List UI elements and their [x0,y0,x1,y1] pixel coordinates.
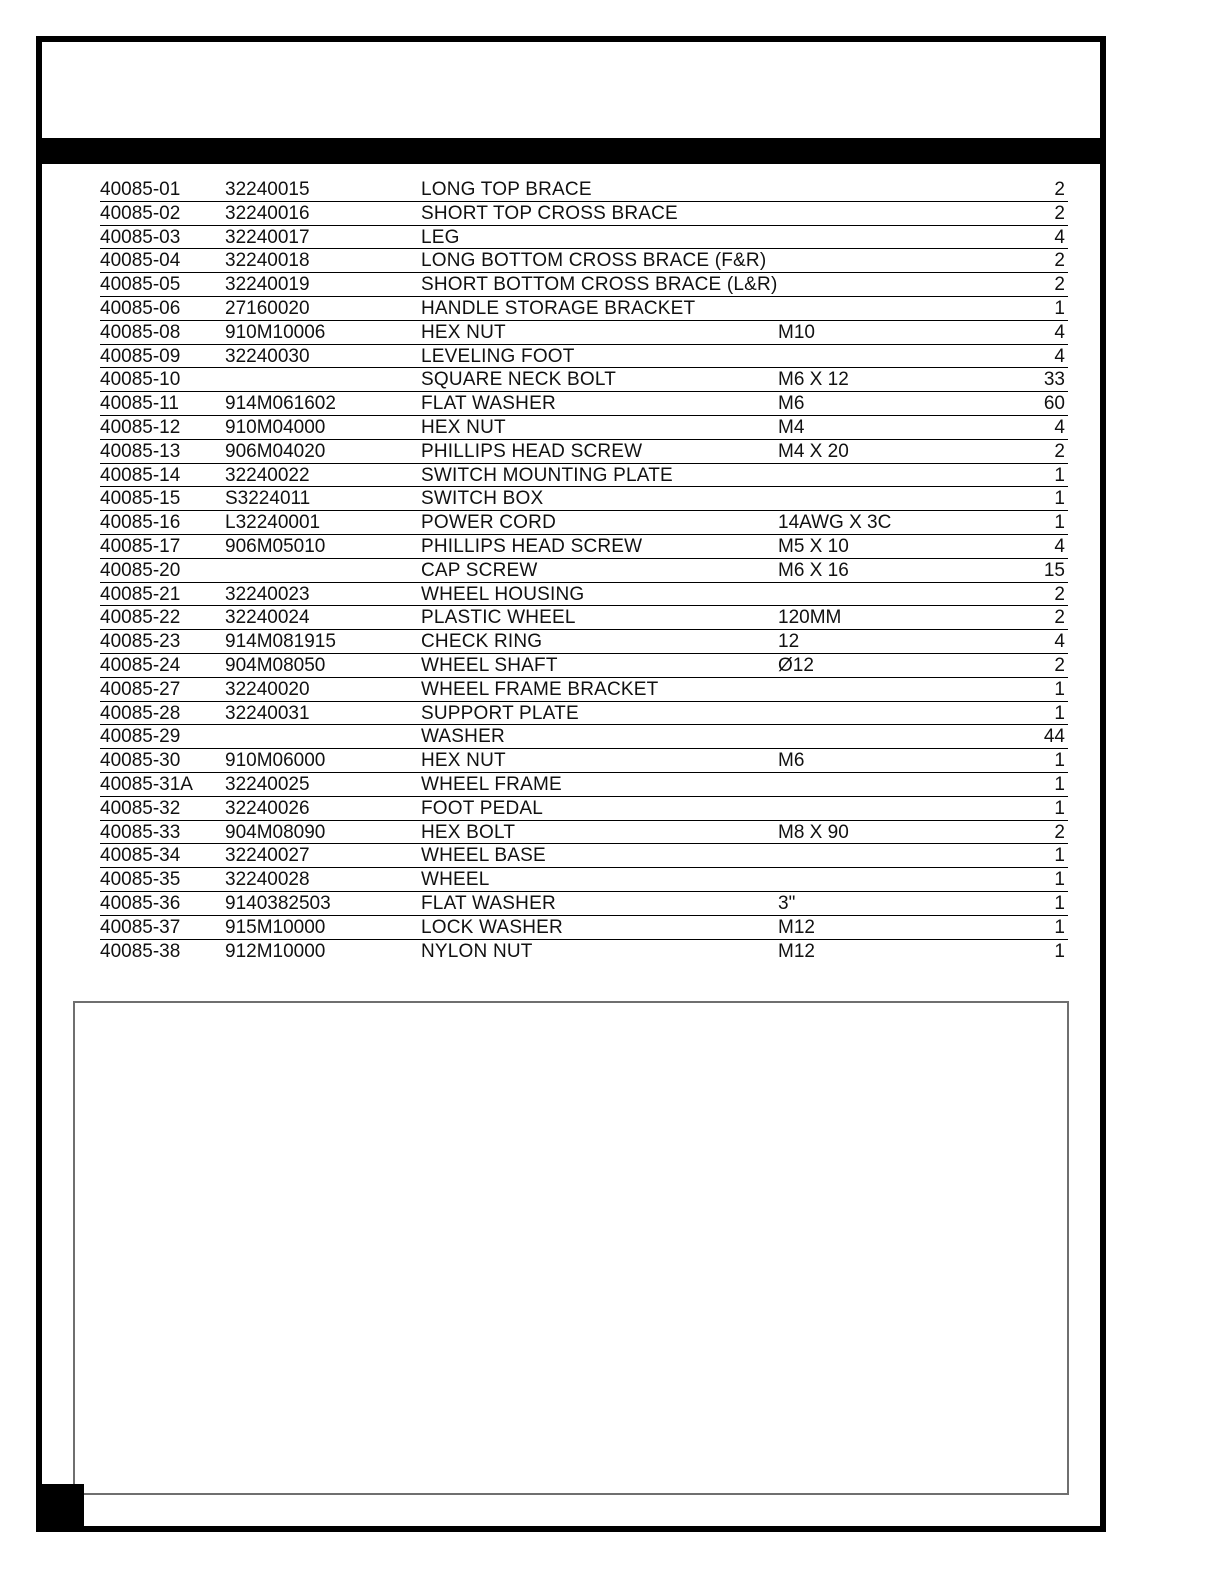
part-key-number: 40085-16 [100,512,181,534]
part-description: WHEEL SHAFT [421,654,558,676]
part-number: 910M06000 [225,750,326,772]
parts-row [100,392,1068,416]
parts-row [100,273,1068,297]
part-number: 912M10000 [225,940,326,962]
part-key-number: 40085-20 [100,559,181,581]
part-specification: M10 [778,321,815,343]
part-description: HEX NUT [421,750,506,772]
parts-row [100,583,1068,607]
parts-row [100,297,1068,321]
parts-row [100,487,1068,511]
part-description: SHORT BOTTOM CROSS BRACE (L&R) [421,274,778,296]
part-key-number: 40085-21 [100,583,181,605]
part-key-number: 40085-37 [100,916,181,938]
part-number: 915M10000 [225,916,326,938]
part-quantity: 1 [1054,892,1065,914]
parts-row [100,416,1068,440]
part-quantity: 1 [1054,773,1065,795]
part-specification: M5 X 10 [778,535,849,557]
part-specification: M4 X 20 [778,440,849,462]
part-number: 32240023 [225,583,310,605]
parts-row [100,844,1068,868]
part-description: CHECK RING [421,631,543,653]
part-description: POWER CORD [421,512,556,534]
part-key-number: 40085-05 [100,274,181,296]
part-number: 32240016 [225,202,310,224]
part-quantity: 1 [1054,512,1065,534]
part-description: SQUARE NECK BOLT [421,369,616,391]
parts-row [100,749,1068,773]
part-key-number: 40085-31A [100,773,193,795]
parts-row [100,464,1068,488]
part-quantity: 1 [1054,488,1065,510]
part-specification: M8 X 90 [778,821,849,843]
part-specification: M6 [778,393,805,415]
parts-row [100,916,1068,940]
parts-row [100,797,1068,821]
part-quantity: 1 [1054,750,1065,772]
part-quantity: 2 [1054,654,1065,676]
part-number: 27160020 [225,297,310,319]
part-key-number: 40085-03 [100,226,181,248]
part-specification: M6 [778,750,805,772]
part-key-number: 40085-35 [100,869,181,891]
part-number: 32240015 [225,179,310,200]
part-key-number: 40085-30 [100,750,181,772]
part-quantity: 2 [1054,821,1065,843]
part-quantity: 1 [1054,297,1065,319]
part-description: PHILLIPS HEAD SCREW [421,440,643,462]
part-number: 910M10006 [225,321,326,343]
parts-row [100,202,1068,226]
part-specification: M12 [778,916,815,938]
part-description: SWITCH BOX [421,488,544,510]
part-number: 32240018 [225,250,310,272]
part-number: 32240019 [225,274,310,296]
part-specification: M4 [778,416,805,438]
part-key-number: 40085-01 [100,179,181,200]
part-description: SUPPORT PLATE [421,702,579,724]
header-bar [36,138,1106,164]
part-description: WHEEL FRAME BRACKET [421,678,659,700]
part-quantity: 1 [1054,702,1065,724]
part-key-number: 40085-15 [100,488,181,510]
part-description: WASHER [421,726,505,748]
part-quantity: 4 [1054,226,1065,248]
part-quantity: 33 [1043,369,1065,391]
part-key-number: 40085-27 [100,678,181,700]
part-description: HEX BOLT [421,821,516,843]
part-description: LOCK WASHER [421,916,563,938]
part-description: PLASTIC WHEEL [421,607,576,629]
part-quantity: 60 [1043,393,1065,415]
part-number: 32240020 [225,678,310,700]
part-number: 32240027 [225,845,310,867]
part-key-number: 40085-28 [100,702,181,724]
part-number: 906M04020 [225,440,326,462]
part-specification: 120MM [778,607,842,629]
parts-row [100,345,1068,369]
diagram-box [73,1001,1069,1495]
part-number: 914M081915 [225,631,336,653]
parts-row [100,511,1068,535]
part-description: HANDLE STORAGE BRACKET [421,297,696,319]
parts-row [100,630,1068,654]
part-specification: Ø12 [778,654,814,676]
part-number: S3224011 [225,488,311,510]
part-specification: 12 [778,631,800,653]
part-key-number: 40085-12 [100,416,181,438]
part-quantity: 2 [1054,202,1065,224]
part-key-number: 40085-29 [100,726,181,748]
part-number: 32240030 [225,345,310,367]
part-key-number: 40085-02 [100,202,181,224]
part-key-number: 40085-38 [100,940,181,962]
part-number: 9140382503 [225,892,331,914]
parts-row [100,892,1068,916]
part-quantity: 2 [1054,583,1065,605]
part-quantity: 1 [1054,869,1065,891]
parts-row [100,654,1068,678]
part-specification: M12 [778,940,815,962]
parts-row [100,606,1068,630]
parts-row [100,773,1068,797]
part-description: LONG BOTTOM CROSS BRACE (F&R) [421,250,767,272]
part-description: LEG [421,226,460,248]
part-key-number: 40085-06 [100,297,181,319]
part-description: SWITCH MOUNTING PLATE [421,464,673,486]
part-quantity: 44 [1043,726,1065,748]
parts-row [100,678,1068,702]
parts-row [100,226,1068,250]
part-number: 904M08050 [225,654,326,676]
part-key-number: 40085-32 [100,797,181,819]
part-number: 32240024 [225,607,310,629]
parts-row [100,321,1068,345]
part-key-number: 40085-08 [100,321,181,343]
part-quantity: 2 [1054,607,1065,629]
part-description: HEX NUT [421,321,506,343]
part-description: LONG TOP BRACE [421,179,592,200]
part-number: 32240028 [225,869,310,891]
part-description: WHEEL BASE [421,845,546,867]
part-number: 914M061602 [225,393,336,415]
part-key-number: 40085-33 [100,821,181,843]
parts-row [100,535,1068,559]
part-quantity: 2 [1054,179,1065,200]
part-description: LEVELING FOOT [421,345,575,367]
part-number: 910M04000 [225,416,326,438]
parts-list-table [100,178,1068,963]
part-quantity: 4 [1054,631,1065,653]
parts-row [100,940,1068,964]
part-quantity: 1 [1054,678,1065,700]
part-quantity: 2 [1054,250,1065,272]
part-key-number: 40085-14 [100,464,181,486]
part-description: WHEEL HOUSING [421,583,585,605]
part-description: FLAT WASHER [421,393,556,415]
part-specification: 3" [778,892,796,914]
part-description: CAP SCREW [421,559,538,581]
part-description: NYLON NUT [421,940,533,962]
part-quantity: 1 [1054,845,1065,867]
parts-row [100,178,1068,202]
part-key-number: 40085-24 [100,654,181,676]
part-quantity: 15 [1043,559,1065,581]
part-description: SHORT TOP CROSS BRACE [421,202,678,224]
part-description: WHEEL FRAME [421,773,562,795]
part-key-number: 40085-04 [100,250,181,272]
parts-row [100,368,1068,392]
part-key-number: 40085-22 [100,607,181,629]
part-number: 32240022 [225,464,310,486]
part-number: 32240017 [225,226,310,248]
part-key-number: 40085-11 [100,393,179,415]
part-quantity: 4 [1054,345,1065,367]
part-key-number: 40085-13 [100,440,181,462]
part-quantity: 1 [1054,797,1065,819]
part-number: 904M08090 [225,821,326,843]
parts-row [100,440,1068,464]
part-quantity: 4 [1054,321,1065,343]
part-quantity: 2 [1054,440,1065,462]
part-specification: 14AWG X 3C [778,512,892,534]
part-number: L32240001 [225,512,321,534]
part-number: 906M05010 [225,535,326,557]
part-quantity: 4 [1054,535,1065,557]
part-key-number: 40085-09 [100,345,181,367]
part-number: 32240031 [225,702,310,724]
part-description: HEX NUT [421,416,506,438]
part-quantity: 1 [1054,464,1065,486]
parts-row [100,868,1068,892]
part-description: FOOT PEDAL [421,797,544,819]
part-key-number: 40085-10 [100,369,181,391]
part-key-number: 40085-34 [100,845,181,867]
part-key-number: 40085-17 [100,535,181,557]
part-description: WHEEL [421,869,490,891]
part-description: FLAT WASHER [421,892,556,914]
part-quantity: 2 [1054,274,1065,296]
part-description: PHILLIPS HEAD SCREW [421,535,643,557]
part-specification: M6 X 16 [778,559,849,581]
part-quantity: 4 [1054,416,1065,438]
part-number: 32240025 [225,773,310,795]
part-key-number: 40085-36 [100,892,181,914]
part-specification: M6 X 12 [778,369,849,391]
part-quantity: 1 [1054,940,1065,962]
page-corner-block [36,1484,84,1532]
parts-row [100,821,1068,845]
parts-row [100,702,1068,726]
part-quantity: 1 [1054,916,1065,938]
part-key-number: 40085-23 [100,631,181,653]
parts-row [100,559,1068,583]
parts-row [100,725,1068,749]
part-number: 32240026 [225,797,310,819]
parts-row [100,249,1068,273]
